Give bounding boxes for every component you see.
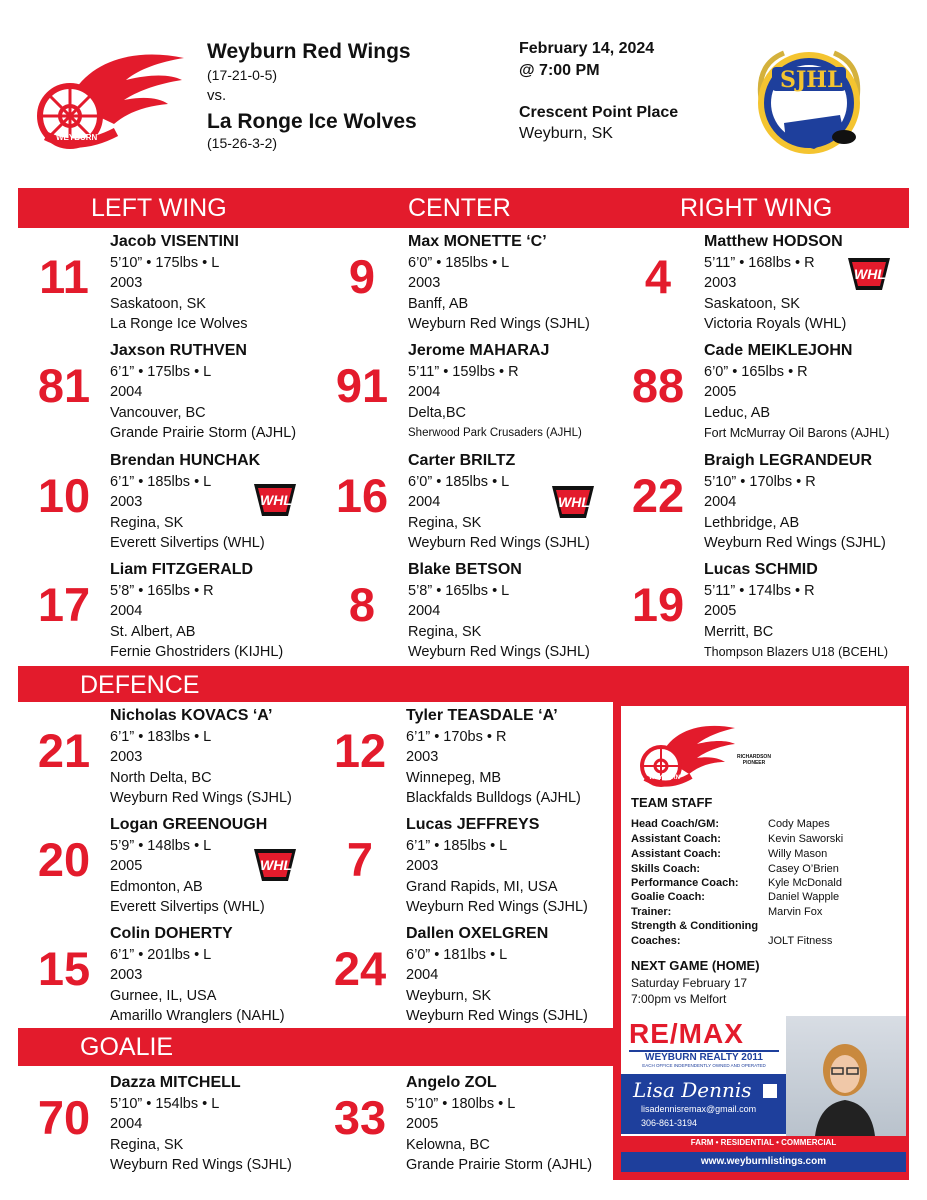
player-stats: 5’10” • 170lbs • R [704,473,816,490]
staff-role: Strength & Conditioning [631,920,759,932]
hometown: Winnepeg, MB [406,769,502,786]
previous-team: La Ronge Ice Wolves [110,316,248,332]
team-staff-panel [621,706,906,1172]
player-name: Colin DOHERTY [110,925,233,942]
team-staff-title: TEAM STAFF [631,795,713,810]
birth-year: 2003 [406,858,439,874]
staff-role: Goalie Coach: [631,891,705,903]
hometown: Delta,BC [408,404,467,421]
jersey-number: 4 [644,250,672,303]
player-stats: 5’11” • 168lbs • R [704,254,815,271]
player-name: Braigh LEGRANDEUR [704,452,873,469]
jersey-number: 20 [37,833,91,886]
staff-name: Marvin Fox [768,906,823,918]
player-name: Cade MEIKLEJOHN [704,342,853,359]
hometown: Leduc, AB [704,404,771,421]
previous-team: Victoria Royals (WHL) [704,316,847,332]
hometown: Banff, AB [408,295,469,312]
agent-phone: 306-861-3194 [641,1118,698,1128]
hometown: Saskatoon, SK [704,295,800,312]
player-name: Jacob VISENTINI [110,233,239,250]
previous-team: Sherwood Park Crusaders (AJHL) [408,427,582,439]
hometown: Edmonton, AB [110,878,203,895]
staff-role: Assistant Coach: [631,833,721,845]
staff-name: Daniel Wapple [768,891,840,903]
away-team-record: (15-26-3-2) [207,135,278,151]
birth-year: 2004 [704,494,737,510]
logo-wordmark: WEYBURN [56,133,98,142]
hometown: North Delta, BC [110,769,212,786]
forwards-header-bar [18,188,909,228]
remax-ad [621,1016,906,1172]
staff-name: Cody Mapes [768,818,830,830]
hometown: Saskatoon, SK [110,295,206,312]
sponsor-mark: RICHARDSON PIONEER [737,754,771,766]
whl-badge-icon [842,254,896,294]
league-logo [744,45,874,165]
whl-badge-icon [546,482,600,522]
player-card [316,232,616,337]
hometown: Regina, SK [408,514,482,531]
remax-square-icon [763,1084,777,1098]
player-name: Logan GREENOUGH [110,816,268,833]
staff-name: Kevin Saworski [768,833,844,845]
away-team-name: La Ronge Ice Wolves [207,110,417,133]
birth-year: 2004 [408,603,441,619]
birth-year: 2004 [110,603,143,619]
previous-team: Grande Prairie Storm (AJHL) [110,425,297,441]
whl-badge-icon [248,845,302,885]
whl-badge-text: WHL [558,494,590,510]
birth-year: 2005 [110,858,143,874]
previous-team: Weyburn Red Wings (SJHL) [406,1008,588,1024]
birth-year: 2003 [110,967,143,983]
hometown: Regina, SK [110,1136,184,1153]
previous-team: Amarillo Wranglers (NAHL) [110,1008,285,1024]
previous-team: Weyburn Red Wings (SJHL) [110,790,292,806]
player-name: Dazza MITCHELL [110,1074,241,1091]
player-card [314,924,614,1029]
staff-role: Coaches: [631,935,681,947]
player-stats: 5’11” • 159lbs • R [408,363,519,380]
birth-year: 2004 [408,384,441,400]
previous-team: Weyburn Red Wings (SJHL) [408,644,590,660]
birth-year: 2003 [110,275,143,291]
staff-role: Performance Coach: [631,877,739,889]
player-name: Brendan HUNCHAK [110,452,261,469]
player-stats: 5’9” • 148lbs • L [110,837,212,854]
player-card [314,1073,614,1178]
player-card [18,560,318,665]
player-stats: 5’10” • 175lbs • L [110,254,220,271]
player-stats: 6’1” • 185lbs • L [406,837,508,854]
player-name: Dallen OXELGREN [406,925,549,942]
left-wing-heading: LEFT WING [91,194,227,222]
player-stats: 6’1” • 175lbs • L [110,363,212,380]
birth-year: 2004 [110,1116,143,1132]
birth-year: 2003 [408,275,441,291]
whl-badge-text: WHL [854,266,886,282]
jersey-number: 19 [631,578,685,631]
jersey-number: 81 [37,359,91,412]
previous-team: Everett Silvertips (WHL) [110,899,265,915]
jersey-number: 21 [37,724,91,777]
previous-team: Blackfalds Bulldogs (AJHL) [406,790,581,806]
staff-role: Trainer: [631,906,672,918]
game-date: February 14, 2024 [519,40,655,57]
birth-year: 2004 [110,384,143,400]
agent-photo [809,1034,881,1136]
goalie-heading: GOALIE [80,1033,174,1061]
player-card [314,815,614,920]
staff-row [631,863,901,878]
whl-badge-icon [248,480,302,520]
center-heading: CENTER [408,194,511,222]
player-name: Lucas JEFFREYS [406,816,540,833]
player-stats: 6’0” • 185lbs • L [408,473,510,490]
birth-year: 2003 [110,494,143,510]
staff-name: Willy Mason [768,848,828,860]
player-card [18,706,318,811]
remax-tagline: EACH OFFICE INDEPENDENTLY OWNED AND OPERATED [642,1063,766,1068]
player-card [612,341,912,446]
hometown: Regina, SK [110,514,184,531]
birth-year: 2003 [406,749,439,765]
game-time: @ 7:00 PM [519,62,600,79]
player-stats: 6’0” • 181lbs • L [406,946,508,963]
hometown: St. Albert, AB [110,623,196,640]
jersey-number: 12 [333,724,387,777]
birth-year: 2005 [704,384,737,400]
previous-team: Weyburn Red Wings (SJHL) [408,535,590,551]
player-stats: 6’0” • 165lbs • R [704,363,808,380]
player-name: Angelo ZOL [406,1074,497,1091]
birth-year: 2005 [406,1116,439,1132]
versus-label: vs. [207,87,227,104]
services-text: FARM • RESIDENTIAL • COMMERCIAL [690,1138,837,1147]
next-game-title: NEXT GAME (HOME) [631,958,760,973]
player-card [18,341,318,446]
player-card [314,706,614,811]
hometown: Kelowna, BC [406,1136,490,1153]
player-card [18,1073,318,1178]
agent-email: lisadennisremax@gmail.com [641,1104,757,1114]
defence-heading: DEFENCE [80,671,200,699]
previous-team: Thompson Blazers U18 (BCEHL) [704,645,889,659]
player-name: Jerome MAHARAJ [408,342,550,359]
player-stats: 5’10” • 154lbs • L [110,1095,220,1112]
jersey-number: 17 [37,578,91,631]
hometown: Lethbridge, AB [704,514,800,531]
staff-role: Skills Coach: [631,863,701,875]
staff-row [631,891,901,906]
player-card [18,232,318,337]
player-card [316,341,616,446]
player-name: Carter BRILTZ [408,452,516,469]
player-stats: 5’8” • 165lbs • R [110,582,214,599]
player-name: Jaxson RUTHVEN [110,342,247,359]
player-stats: 6’1” • 183lbs • L [110,728,212,745]
hometown: Regina, SK [408,623,482,640]
home-team-logo [18,40,186,150]
staff-row [631,877,901,892]
hometown: Vancouver, BC [110,404,206,421]
staff-role: Head Coach/GM: [631,818,720,830]
previous-team: Everett Silvertips (WHL) [110,535,265,551]
player-name: Tyler TEASDALE ‘A’ [406,707,558,724]
jersey-number: 88 [631,359,685,412]
player-stats: 5’10” • 180lbs • L [406,1095,516,1112]
panel-logo-wordmark: WEYBURN [649,775,680,781]
website-link[interactable]: www.weyburnlistings.com [700,1156,827,1167]
staff-name: Casey O’Brien [768,863,839,875]
player-name: Liam FITZGERALD [110,561,254,578]
venue-city: Weyburn, SK [519,125,613,142]
hometown: Weyburn, SK [406,987,492,1004]
previous-team: Fernie Ghostriders (KIJHL) [110,644,284,660]
staff-row [631,818,901,833]
player-card [18,924,318,1029]
whl-badge-text: WHL [260,857,292,873]
player-card [612,451,912,556]
previous-team: Weyburn Red Wings (SJHL) [704,535,886,551]
home-team-name: Weyburn Red Wings [207,40,411,63]
jersey-number: 15 [37,942,91,995]
jersey-number: 70 [37,1091,91,1144]
staff-row [631,848,901,863]
previous-team: Weyburn Red Wings (SJHL) [406,899,588,915]
player-name: Blake BETSON [408,561,522,578]
staff-name: Kyle McDonald [768,877,842,889]
remax-brand: RE/MAX [629,1018,744,1049]
staff-role: Assistant Coach: [631,848,721,860]
player-name: Lucas SCHMID [704,561,818,578]
birth-year: 2004 [408,494,441,510]
player-name: Max MONETTE ‘C’ [408,233,547,250]
birth-year: 2004 [406,967,439,983]
jersey-number: 10 [37,469,91,522]
player-stats: 6’0” • 185lbs • L [408,254,510,271]
staff-name: JOLT Fitness [768,935,833,947]
player-stats: 6’1” • 201lbs • L [110,946,212,963]
player-stats: 5’8” • 165lbs • L [408,582,510,599]
right-wing-heading: RIGHT WING [680,194,833,222]
birth-year: 2005 [704,603,737,619]
hometown: Grand Rapids, MI, USA [406,878,558,895]
previous-team: Weyburn Red Wings (SJHL) [408,316,590,332]
previous-team: Weyburn Red Wings (SJHL) [110,1157,292,1173]
player-stats: 6’1” • 170bs • R [406,728,507,745]
jersey-number: 91 [335,359,389,412]
staff-row [631,833,901,848]
jersey-number: 22 [631,469,685,522]
whl-badge-text: WHL [260,492,292,508]
goalie-header-bar [18,1028,613,1066]
player-stats: 6’1” • 185lbs • L [110,473,212,490]
previous-team: Fort McMurray Oil Barons (AJHL) [704,426,890,440]
agent-name: Lisa Dennis [633,1078,752,1102]
next-game-detail: 7:00pm vs Melfort [631,992,727,1006]
player-name: Matthew HODSON [704,233,843,250]
hometown: Gurnee, IL, USA [110,987,217,1004]
staff-row [631,935,901,950]
previous-team: Grande Prairie Storm (AJHL) [406,1157,593,1173]
venue-name: Crescent Point Place [519,104,679,121]
jersey-number: 8 [348,578,376,631]
hometown: Merritt, BC [704,623,774,640]
remax-office: WEYBURN REALTY 2011 [629,1050,779,1063]
jersey-number: 16 [335,469,389,522]
jersey-number: 7 [346,833,374,886]
next-game-date: Saturday February 17 [631,976,748,990]
panel-team-logo [627,716,737,788]
player-stats: 5’11” • 174lbs • R [704,582,815,599]
birth-year: 2003 [110,749,143,765]
home-team-record: (17-21-0-5) [207,67,278,83]
league-logo-text: SJHL [780,67,843,93]
player-name: Nicholas KOVACS ‘A’ [110,707,273,724]
staff-row [631,906,901,921]
player-card [316,560,616,665]
jersey-number: 33 [333,1091,387,1144]
player-card [612,560,912,665]
jersey-number: 24 [333,942,387,995]
jersey-number: 9 [348,250,376,303]
jersey-number: 11 [39,250,89,303]
staff-row [631,920,901,935]
birth-year: 2003 [704,275,737,291]
